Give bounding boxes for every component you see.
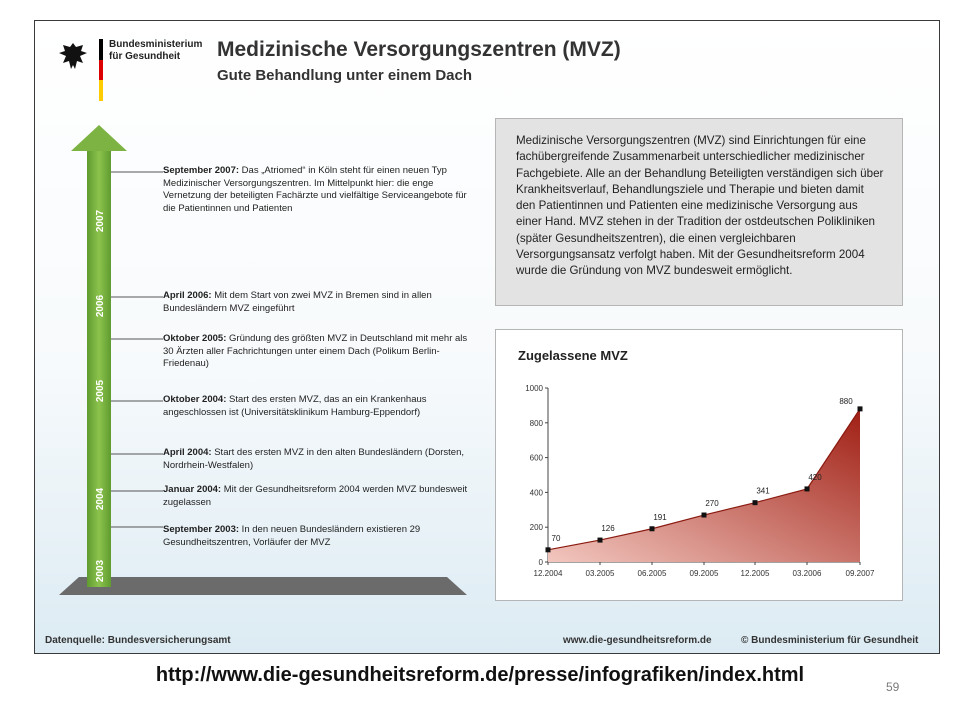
timeline-year-2005: 2005 bbox=[95, 379, 106, 403]
timeline-base bbox=[59, 577, 467, 595]
timeline-event-date: September 2003: bbox=[163, 524, 240, 535]
data-point bbox=[702, 513, 707, 518]
timeline-event-date: Oktober 2005: bbox=[163, 333, 227, 344]
x-tick-label: 03.2006 bbox=[792, 569, 822, 578]
timeline-event-date: April 2004: bbox=[163, 447, 212, 458]
timeline-event-text: Gründung des größten MVZ in Deutschland mit mehr als 30 Ärzten aller Fachrichtungen unter einem Dach (Polikum Berlin-Friedenau) bbox=[163, 333, 468, 369]
x-tick-label: 03.2005 bbox=[585, 569, 615, 578]
timeline-event bbox=[163, 524, 473, 549]
ministry-line-2: für Gesundheit bbox=[109, 51, 181, 62]
timeline-event-date: September 2007: bbox=[163, 165, 240, 176]
timeline-event bbox=[163, 333, 473, 371]
y-tick-label: 600 bbox=[529, 453, 543, 463]
timeline-event-date: Januar 2004: bbox=[163, 484, 222, 495]
data-label: 270 bbox=[705, 499, 719, 509]
website-link[interactable]: www.die-gesundheitsreform.de bbox=[563, 635, 712, 646]
y-tick-label: 200 bbox=[529, 523, 543, 533]
timeline-year-2003: 2003 bbox=[95, 559, 106, 583]
source-url[interactable]: http://www.die-gesundheitsreform.de/presse/infografiken/index.html bbox=[155, 664, 805, 686]
data-label: 70 bbox=[551, 533, 561, 543]
page-number: 59 bbox=[886, 680, 900, 694]
timeline-event-date: April 2006: bbox=[163, 290, 212, 301]
ministry-logo bbox=[53, 37, 203, 101]
data-point bbox=[650, 526, 655, 531]
x-tick-label: 06.2005 bbox=[637, 569, 667, 578]
timeline-year-2006: 2006 bbox=[95, 294, 106, 318]
timeline-event-text: Mit dem Start von zwei MVZ in Bremen sind in allen Bundesländern MVZ eingeführt bbox=[163, 290, 432, 314]
flag-stripe bbox=[99, 39, 103, 101]
x-tick-label: 09.2005 bbox=[689, 569, 719, 578]
area-chart bbox=[496, 330, 902, 600]
data-point bbox=[546, 547, 551, 552]
timeline-event bbox=[163, 290, 473, 315]
y-tick-label: 0 bbox=[538, 558, 543, 567]
x-tick-label: 09.2007 bbox=[845, 569, 875, 578]
timeline-event bbox=[163, 447, 473, 472]
data-label: 126 bbox=[601, 524, 615, 534]
data-label: 191 bbox=[653, 512, 667, 522]
timeline-event-text: Das „Atriomed“ in Köln steht für einen neuen Typ Medizinischer Versorgungszentren. Im Mittelpunkt hier: die enge Vernetzung der beteiligten Fachärzte und vielfältige Serviceangebote für die Patientinnen und Patienten bbox=[163, 165, 467, 214]
chart-panel bbox=[495, 329, 903, 601]
infographic-frame bbox=[34, 20, 940, 654]
x-tick-label: 12.2005 bbox=[740, 569, 770, 578]
timeline-event-date: Oktober 2004: bbox=[163, 394, 227, 405]
description-box bbox=[495, 118, 903, 306]
y-tick-label: 400 bbox=[529, 488, 543, 498]
page-subtitle: Gute Behandlung unter einem Dach bbox=[217, 67, 473, 84]
timeline-year-2007: 2007 bbox=[95, 209, 106, 233]
x-tick-label: 12.2004 bbox=[533, 569, 563, 578]
timeline-event bbox=[163, 165, 473, 215]
description-text: Medizinische Versorgungszentren (MVZ) sind Einrichtungen für eine fachübergreifende Zusammenarbeit unterschiedlicher medizinischer Fachgebiete. Alle an der Behandlung Beteiligten verständigen sich über Krankheitsverlauf, Behandlungsziele und Therapie und bieten damit den Patientinnen und Patienten eine medizinische Versorgung aus einer Hand. MVZ stehen in der Tradition der ostdeutschen Polikliniken (später Gesundheitszentren), die einen vergleichbaren Versorgungsansatz verfolgt haben. Mit der Gesundheitsreform 2004 wurde die Gründung von MVZ bundesweit ermöglicht. bbox=[516, 134, 884, 278]
federal-eagle-icon bbox=[53, 37, 93, 77]
timeline-event-text: Mit der Gesundheitsreform 2004 werden MVZ bundesweit zugelassen bbox=[163, 484, 468, 508]
timeline-event bbox=[163, 394, 473, 419]
data-label: 341 bbox=[756, 486, 770, 496]
data-point bbox=[598, 538, 603, 543]
area-fill bbox=[548, 409, 860, 562]
timeline-arrow-head bbox=[71, 125, 127, 151]
data-label: 420 bbox=[808, 472, 822, 482]
page-title: Medizinische Versorgungszentren (MVZ) bbox=[217, 38, 621, 61]
ministry-name bbox=[109, 39, 202, 63]
timeline-event-text: In den neuen Bundesländern existieren 29 Gesundheitszentren, Vorläufer der MVZ bbox=[163, 524, 421, 548]
ministry-line-1: Bundesministerium bbox=[109, 39, 203, 50]
data-point bbox=[858, 406, 863, 411]
y-tick-label: 1000 bbox=[525, 384, 543, 393]
data-point bbox=[805, 486, 810, 491]
timeline-year-2004: 2004 bbox=[95, 487, 106, 511]
y-tick-label: 800 bbox=[529, 418, 543, 428]
timeline-event-text: Start des ersten MVZ, das an ein Krankenhaus angeschlossen ist (Universitätsklinikum Hamburg-Eppendorf) bbox=[163, 394, 427, 418]
data-label: 880 bbox=[839, 396, 853, 406]
timeline-event bbox=[163, 484, 473, 509]
data-source: Datenquelle: Bundesversicherungsamt bbox=[45, 635, 231, 646]
timeline-event-text: Start des ersten MVZ in den alten Bundesländern (Dorsten, Nordrhein-Westfalen) bbox=[163, 447, 464, 471]
chart-title: Zugelassene MVZ bbox=[518, 348, 628, 363]
copyright: © Bundesministerium für Gesundheit bbox=[741, 635, 919, 646]
data-point bbox=[753, 500, 758, 505]
timeline-connectors bbox=[111, 172, 163, 527]
